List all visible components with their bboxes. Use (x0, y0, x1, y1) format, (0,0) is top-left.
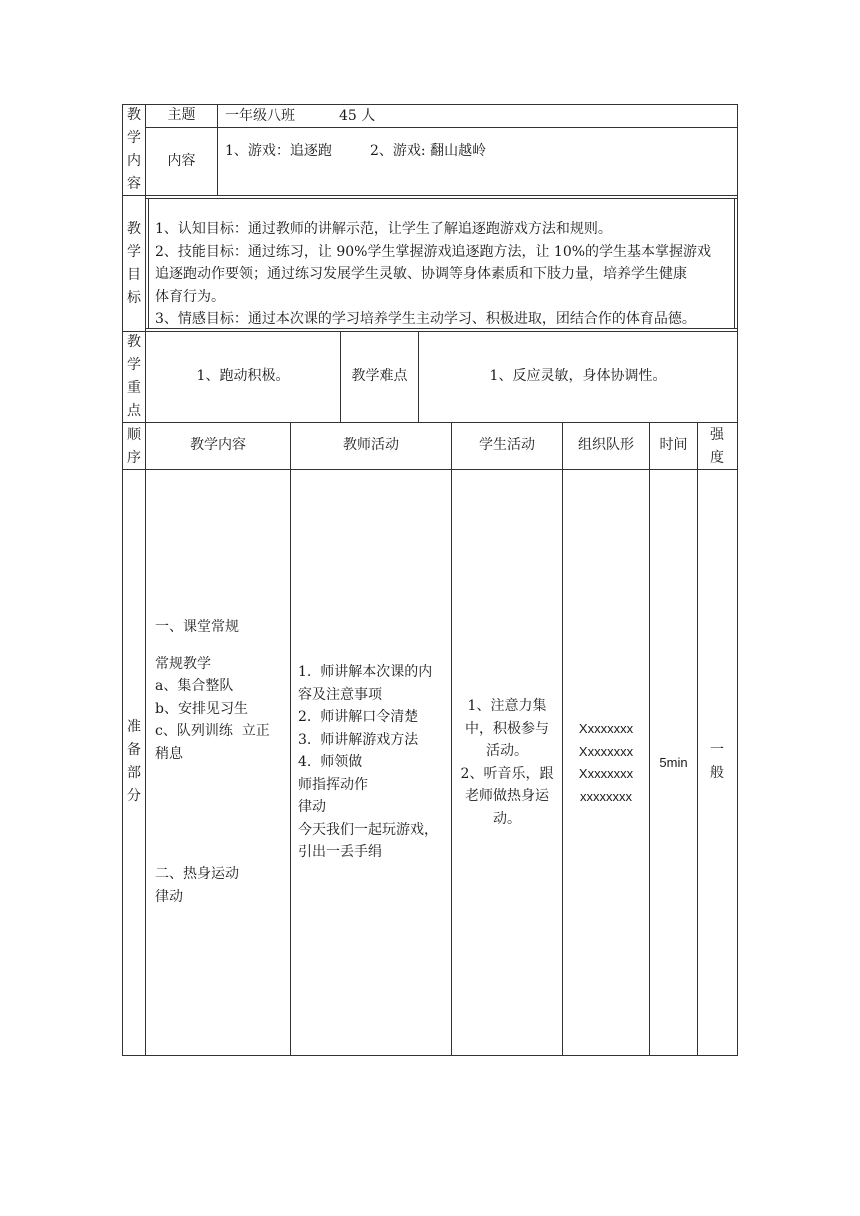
objective-line: 3、情感目标：通过本次课的学习培养学生主动学习、积极进取，团结合作的体育品德。 (155, 311, 696, 327)
header-formation: 组织队形 (578, 437, 634, 454)
header-student: 学生活动 (479, 437, 535, 454)
prep-student-activities: 1、注意力集 中，积极参与 活动。 2、听音乐，跟 老师做热身运 动。 (460, 698, 554, 827)
prep-content-block-2: 二、热身运动 律动 (155, 866, 239, 905)
topic-label: 主题 (167, 107, 196, 124)
student-count: 45 人 (339, 108, 376, 124)
difficulty: 1、反应灵敏，身体协调性。 (489, 368, 667, 385)
prep-content-block-1: 一、课堂常规 常规教学 a、集合整队 b、安排见习生 c、队列训练 立正 稍息 (155, 619, 270, 762)
objective-line: 1、认知目标：通过教师的讲解示范，让学生了解追逐跑游戏方法和规则。 (155, 221, 612, 237)
header-teacher: 教师活动 (343, 437, 399, 454)
key-point: 1、跑动积极。 (196, 368, 290, 385)
topic-value: 一年级八班 (225, 108, 295, 124)
key-points-side-label: 教 学 重 点 (127, 334, 141, 419)
content-item-2: 2、游戏: 翻山越岭 (370, 143, 487, 159)
header-order: 顺 序 (127, 427, 141, 466)
prep-formation: Xxxxxxxx Xxxxxxxx Xxxxxxxx xxxxxxxx (578, 721, 634, 804)
prep-time: 5min (659, 754, 688, 770)
content-item-1: 1、游戏：追逐跑 (225, 143, 332, 159)
objective-line: 追逐跑动作要领；通过练习发展学生灵敏、协调等身体素质和下肢力量，培养学生健康 (155, 266, 687, 282)
difficulty-label: 教学难点 (351, 368, 408, 385)
teaching-content-side-label: 教 学 内 容 (127, 107, 141, 192)
prep-intensity: 一 般 (710, 742, 724, 781)
header-intensity: 强 度 (710, 427, 724, 466)
prep-side-label: 准 备 部 分 (127, 719, 141, 804)
objectives-side-label: 教 学 目 标 (127, 221, 141, 306)
objective-line: 2、技能目标：通过练习，让 90%学生掌握游戏追逐跑方法，让 10%的学生基本掌握游戏 (155, 243, 712, 260)
content-label: 内容 (167, 152, 196, 169)
header-time: 时间 (659, 437, 688, 454)
objectives-text (155, 218, 711, 331)
prep-teacher-activities: 1. 师讲解本次课的内 容及注意事项 2. 师讲解口令清楚 3. 师讲解游戏方法 4. 师领做 师指挥动作 律动 今天我们一起玩游戏， 引出一丢手绢 (298, 664, 438, 860)
header-content: 教学内容 (190, 437, 246, 454)
objective-line: 体育行为。 (155, 288, 225, 305)
